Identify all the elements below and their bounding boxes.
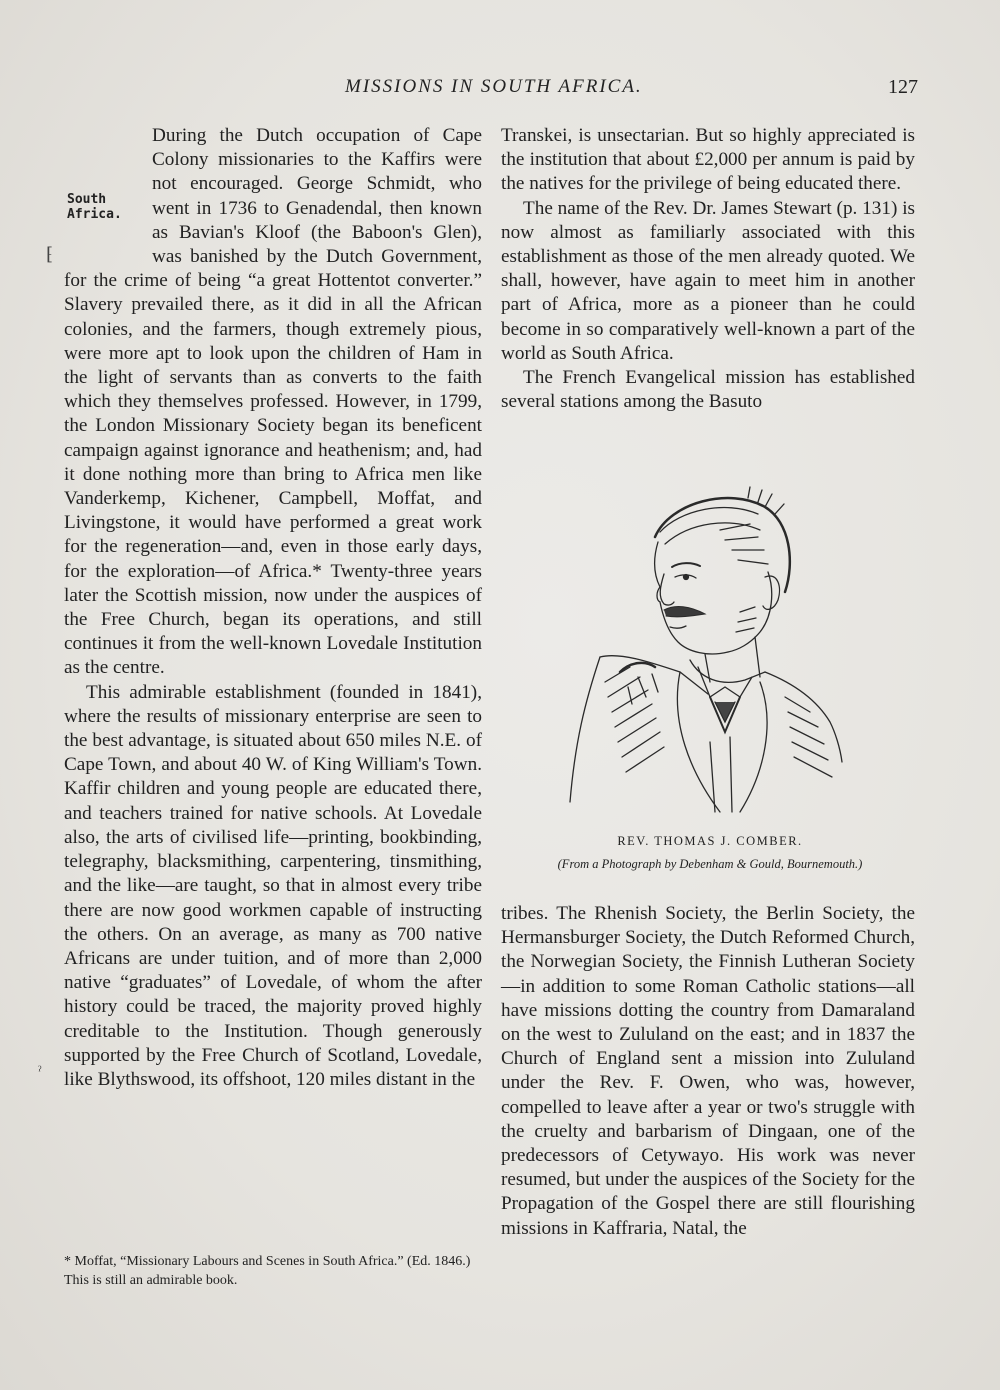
paragraph-dutch-occupation: During the Dutch occupation of Cape Colony missionaries to the Kaffirs were not encouraged. George Schmidt, who went in 1736 to Genadendal, then known as Bavian's Kloof (the Baboon's Glen), was banished by the Dutch Government, for the crime of being “a great Hottentot converter.” Slavery prevailed there, as it did in all the African colonies, and the farmers, though extremely pious, were more apt to look upon the children of Ham in the light of servants than as converts to the faith which they themselves professed. However, in 1799, the London Missionary Society began its beneficent campaign against ignorance and heathenism; and, had it done nothing more than bring to Africa men like Vanderkemp, Kichener, Campbell, Moffat, and Livingstone, it would have performed a great work for the regeneration—and, even in those early days, for the exploration—of Africa.* Twenty-three years later the Scottish mission, now under the auspices of the Free Church, began its operations, and still continues it from the well-known Lovedale Institution as the centre. (64, 125, 482, 679)
margin-tick-mark: ˀ (38, 1064, 42, 1079)
paragraph-rhenish-society: tribes. The Rhenish Society, the Berlin Society, the Hermansburger Society, the Dutch Reformed Church, the Norwegian Society, the Finnish Lutheran Society—in addition to some Roman Catholic stations—all have missions dotting the country from Damaraland on the west to Zululand on the east; and in 1837 the Church of England sent a mission into Zululand under the Rev. F. Owen, who was, however, compelled to leave after a year or two's struggle with the cruelty and barbarism of Dingaan, one of the predecessors of Cetywayo. His work was never resumed, but under the auspices of the Society for the Propagation of the Gospel there are still flourishing missions in Kaffraria, Natal, the (501, 903, 915, 1239)
paragraph-stewart: The name of the Rev. Dr. James Stewart (p. 131) is now almost as familiarly associated with this establishment as those of the men already quoted. We shall, however, have again to meet him in another part of Africa, more as a pioneer than he could become in so comparatively well-known a part of the world as South Africa. (501, 197, 915, 364)
footnote: * Moffat, “Missionary Labours and Scenes in South Africa.” (Ed. 1846.) This is still an admirable book. (64, 1254, 471, 1288)
sidenote-space (64, 172, 152, 268)
running-head: MISSIONS IN SOUTH AFRICA. (345, 76, 643, 97)
illustration-caption-title: REV. THOMAS J. COMBER. (617, 834, 803, 848)
paragraph-transkei: Transkei, is unsectarian. But so highly appreciated is the institution that about £2,000 per annum is paid by the natives for the privilege of being educated there. (501, 125, 915, 195)
paragraph-french-mission: The French Evangelical mission has established several stations among the Basuto (501, 367, 915, 413)
right-column-bottom (501, 902, 915, 1241)
sidenote-line-2: Africa. (67, 207, 122, 222)
page-number: 127 (888, 76, 918, 98)
margin-bracket-mark: ⁅ (46, 244, 54, 264)
illustration-caption-credit: (From a Photograph by Debenham & Gould, Bournemouth.) (557, 857, 863, 871)
sidenote-line-1: South (67, 192, 107, 207)
right-column-top (501, 124, 915, 414)
portrait-engraving (560, 482, 850, 822)
left-column (64, 124, 482, 1092)
paragraph-lovedale: This admirable establishment (founded in 1841), where the results of missionary enterprise are seen to the best advantage, is situated about 650 miles N.E. of Cape Town, and about 40 W. of King William's Town. Kaffir children and young people are educated there, and teachers trained for native schools. At Lovedale also, the arts of civilised life—printing, bookbinding, telegraphy, blacksmithing, carpentering, tinsmithing, and the like—are taught, so that in almost every tribe there are now good workmen capable of instructing the others. On an average, as many as 700 native Africans are under tuition, and of more than 2,000 native “graduates” of Lovedale, of whom the after history could be traced, the majority proved highly creditable to the Institution. Though generously supported by the Free Church of Scotland, Lovedale, like Blythswood, its offshoot, 120 miles distant in the (64, 681, 482, 1090)
